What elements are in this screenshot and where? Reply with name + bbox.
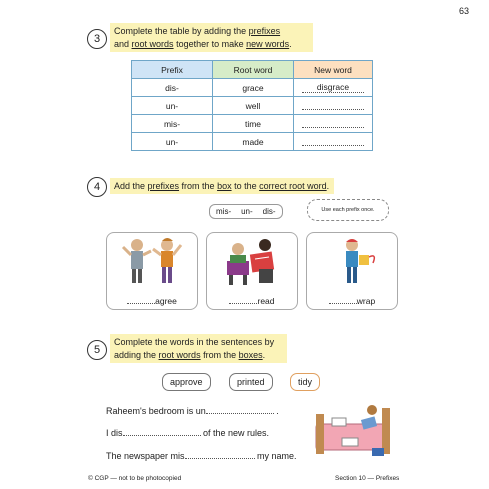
prefix-option: dis- bbox=[262, 207, 276, 216]
footer-section: Section 10 — Prefixes bbox=[335, 475, 400, 482]
table-row bbox=[132, 133, 373, 151]
sentence-2: I dis of the new rules. bbox=[106, 428, 270, 438]
table-row bbox=[132, 79, 373, 97]
prefix-table bbox=[131, 60, 373, 151]
prefix-option: un- bbox=[241, 207, 253, 216]
table-row bbox=[132, 97, 373, 115]
caption-wrap: wrap bbox=[307, 296, 397, 306]
picture-box-wrap bbox=[306, 232, 398, 310]
answer-blank[interactable] bbox=[302, 136, 364, 146]
question-5-instruction: Complete the words in the sentences by adding the root words from the boxes. bbox=[110, 334, 287, 363]
question-4-instruction: Add the prefixes from the box to the correct root word. bbox=[110, 178, 334, 194]
prefix-cell: un- bbox=[132, 133, 213, 151]
header-root-word: Root word bbox=[213, 61, 294, 79]
question-5-number: 5 bbox=[87, 340, 107, 360]
header-new-word: New word bbox=[294, 61, 373, 79]
root-cell: time bbox=[213, 115, 294, 133]
answer-blank[interactable] bbox=[302, 118, 364, 128]
sentence-1: Raheem's bedroom is un . bbox=[106, 406, 279, 416]
picture-box-agree bbox=[106, 232, 198, 310]
caption-agree: agree bbox=[107, 296, 197, 306]
new-word-cell[interactable] bbox=[294, 115, 373, 133]
header-prefix: Prefix bbox=[132, 61, 213, 79]
root-cell: grace bbox=[213, 79, 294, 97]
sentence-3: The newspaper mis my name. bbox=[106, 451, 297, 461]
question-3-number: 3 bbox=[87, 29, 107, 49]
caption-read: read bbox=[207, 296, 297, 306]
footer-copyright: © CGP — not to be photocopied bbox=[88, 475, 182, 482]
prefix-cell: dis- bbox=[132, 79, 213, 97]
root-cell: made bbox=[213, 133, 294, 151]
note-bubble: Use each prefix once. bbox=[307, 199, 389, 221]
prefix-cell: mis- bbox=[132, 115, 213, 133]
answer-blank[interactable] bbox=[329, 303, 357, 304]
table-row bbox=[132, 115, 373, 133]
prefix-box bbox=[209, 204, 283, 219]
answer-blank[interactable] bbox=[206, 413, 274, 414]
picture-box-read bbox=[206, 232, 298, 310]
prefix-cell: un- bbox=[132, 97, 213, 115]
unwrapping-gift-illustration bbox=[307, 233, 397, 291]
word-box-printed: printed bbox=[229, 373, 273, 391]
messy-bed-illustration bbox=[312, 400, 398, 462]
reading-people-illustration bbox=[207, 233, 297, 291]
question-4-number: 4 bbox=[87, 177, 107, 197]
new-word-cell[interactable] bbox=[294, 79, 373, 97]
word-box-approve: approve bbox=[162, 373, 211, 391]
answer-blank[interactable] bbox=[229, 303, 257, 304]
question-3-instruction: Complete the table by adding the prefixes and root words together to make new words. bbox=[110, 23, 313, 52]
arguing-people-illustration bbox=[107, 233, 197, 291]
answer-disgrace: disgrace bbox=[302, 82, 364, 93]
answer-blank[interactable] bbox=[123, 435, 201, 436]
prefix-option: mis- bbox=[216, 207, 232, 216]
answer-blank[interactable] bbox=[302, 100, 364, 110]
page-number: 63 bbox=[458, 6, 469, 16]
answer-blank[interactable] bbox=[127, 303, 155, 304]
answer-blank[interactable] bbox=[185, 458, 255, 459]
new-word-cell[interactable] bbox=[294, 133, 373, 151]
new-word-cell[interactable] bbox=[294, 97, 373, 115]
word-box-tidy: tidy bbox=[290, 373, 320, 391]
root-cell: well bbox=[213, 97, 294, 115]
